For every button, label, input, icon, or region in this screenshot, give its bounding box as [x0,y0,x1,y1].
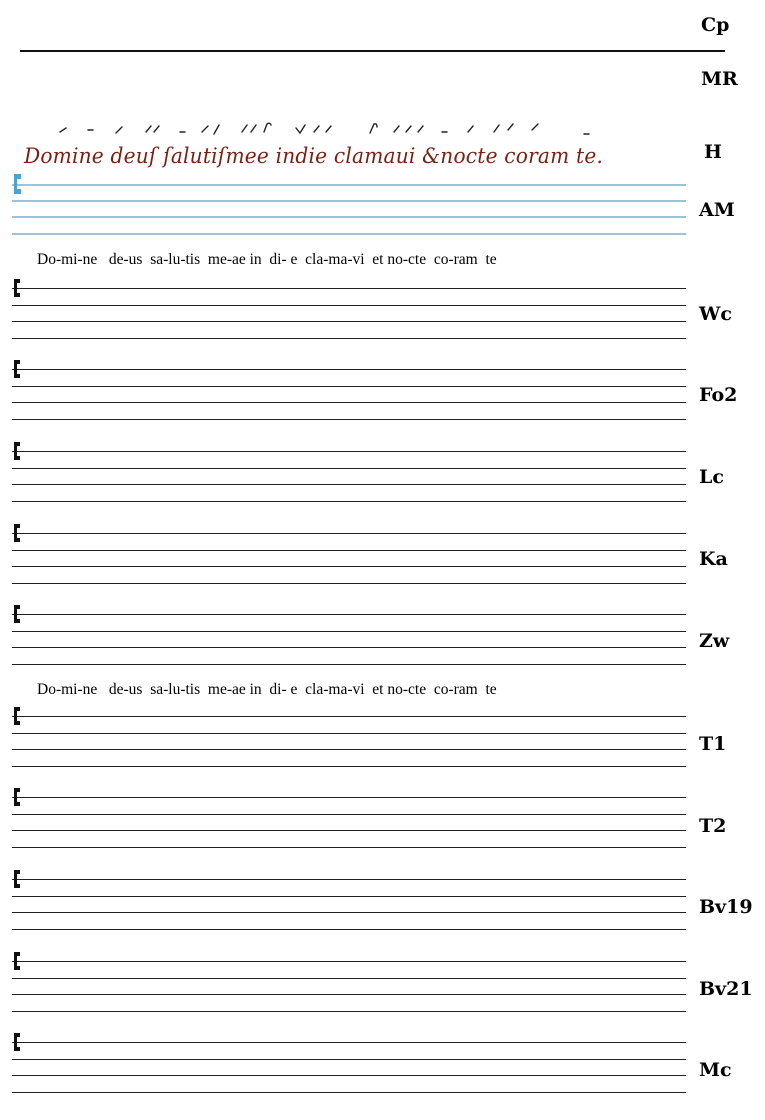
wc-staff-line [12,321,686,322]
lc-staff-line [12,484,686,485]
lc-staff-line [12,451,686,452]
ka-staff-line [12,566,686,567]
mc-staff-line [12,1042,686,1043]
bv19-staff-line [12,912,686,913]
lyrics-line-2: Do-mi-ne de-us sa-lu-tis me-ae in di- e cla-ma-vi et no-cte co-ram te [37,681,497,698]
manuscript-text: Domine deuſ ſalutiſmee indie clamaui &nocte coram te. [24,144,604,168]
am-staff-line [12,184,686,186]
cp-rule [20,50,725,52]
c-clef-icon [12,523,22,543]
c-clef-icon [12,951,22,971]
lyrics-line-1: Do-mi-ne de-us sa-lu-tis me-ae in di- e cla-ma-vi et no-cte co-ram te [37,251,497,268]
am-staff-line [12,216,686,218]
siglum-t1: T1 [699,733,727,755]
bv19-staff-line [12,879,686,880]
bv21-staff-line [12,994,686,995]
am-c-clef-icon [11,172,23,196]
siglum-ka: Ka [699,548,728,570]
siglum-bv21: Bv21 [699,978,753,1000]
lc-staff-line [12,501,686,502]
siglum-mr: MR [701,68,738,90]
siglum-mc: Mc [699,1059,732,1081]
siglum-zw: Zw [699,630,730,652]
t1-staff-line [12,716,686,717]
zw-staff-line [12,647,686,648]
siglum-am: AM [699,199,735,221]
am-staff-line [12,233,686,235]
fo2-staff-line [12,369,686,370]
mc-staff-line [12,1059,686,1060]
am-staff-line [12,200,686,202]
zw-staff-line [12,664,686,665]
bv21-staff-line [12,1011,686,1012]
c-clef-icon [12,359,22,379]
ka-staff-line [12,583,686,584]
neumes-icon [24,118,674,142]
lc-staff-line [12,468,686,469]
t1-staff-line [12,766,686,767]
fo2-staff-line [12,402,686,403]
c-clef-icon [12,441,22,461]
mc-staff-line [12,1092,686,1093]
t1-staff-line [12,733,686,734]
wc-staff-line [12,305,686,306]
c-clef-icon [12,604,22,624]
fo2-staff-line [12,386,686,387]
siglum-wc: Wc [699,303,732,325]
zw-staff-line [12,614,686,615]
wc-staff-line [12,338,686,339]
t2-staff-line [12,797,686,798]
siglum-t2: T2 [699,815,727,837]
manuscript-h [24,118,674,176]
zw-staff-line [12,631,686,632]
ka-staff-line [12,533,686,534]
ka-staff-line [12,550,686,551]
t2-staff-line [12,814,686,815]
c-clef-icon [12,278,22,298]
bv21-staff-line [12,961,686,962]
siglum-fo2: Fo2 [699,384,738,406]
bv19-staff-line [12,896,686,897]
siglum-cp: Cp [701,14,730,36]
t2-staff-line [12,847,686,848]
wc-staff-line [12,288,686,289]
t2-staff-line [12,830,686,831]
siglum-bv19: Bv19 [699,896,753,918]
t1-staff-line [12,749,686,750]
siglum-h: H [704,141,722,163]
bv19-staff-line [12,929,686,930]
c-clef-icon [12,1032,22,1052]
c-clef-icon [12,706,22,726]
bv21-staff-line [12,978,686,979]
fo2-staff-line [12,419,686,420]
c-clef-icon [12,787,22,807]
mc-staff-line [12,1075,686,1076]
c-clef-icon [12,869,22,889]
siglum-lc: Lc [699,466,724,488]
